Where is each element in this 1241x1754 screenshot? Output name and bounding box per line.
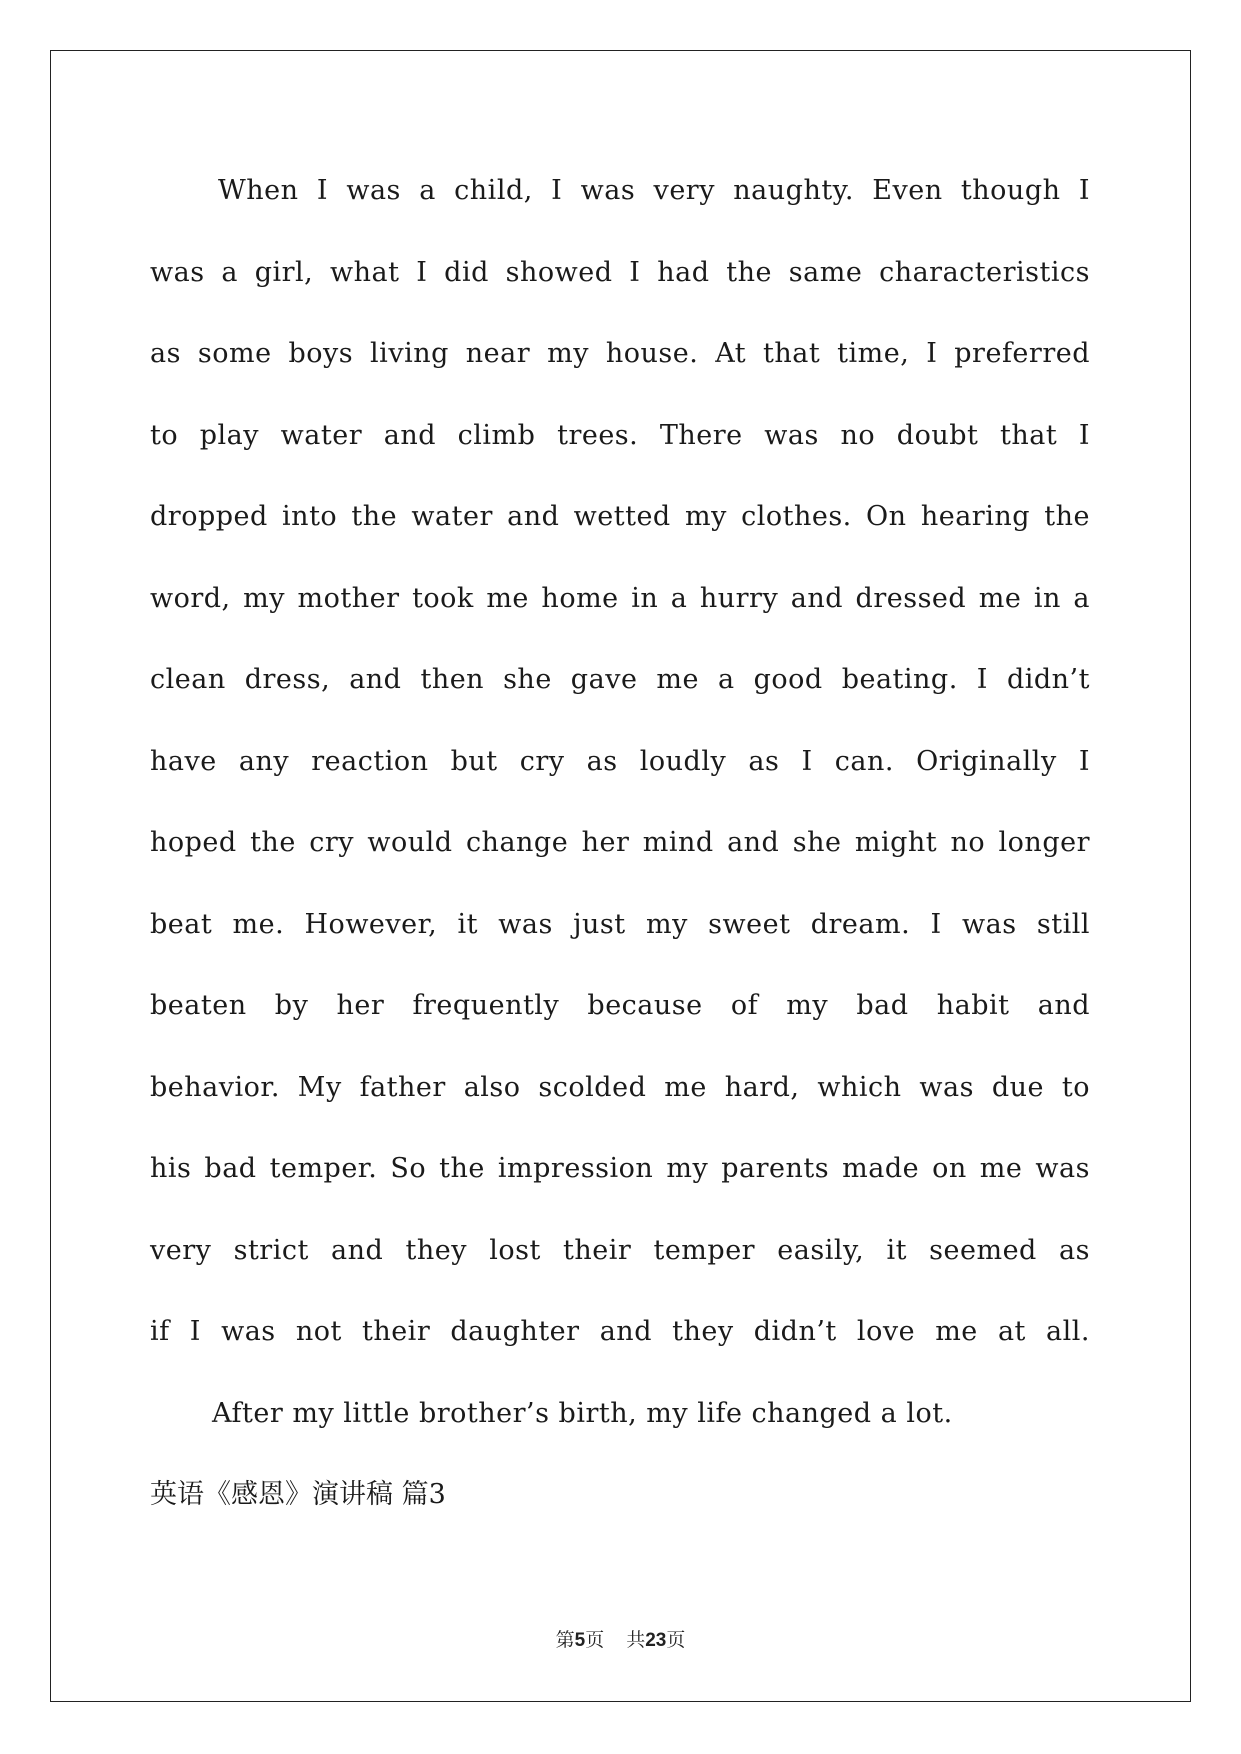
page-prefix: 第 bbox=[555, 1629, 575, 1651]
text-line: if I was not their daughter and they didn’t love me at all. bbox=[150, 1316, 1090, 1347]
text-line: to play water and climb trees. There was no doubt that I bbox=[150, 419, 1090, 451]
page-number: 5 bbox=[574, 1630, 586, 1651]
text-line: very strict and they lost their temper easily, it seemed as bbox=[150, 1234, 1090, 1266]
text-line: clean dress, and then she gave me a good beating. I didn’t bbox=[150, 664, 1090, 695]
section-heading: 英语《感恩》演讲稿 篇3 bbox=[150, 1479, 446, 1510]
document-body bbox=[150, 150, 1090, 1536]
text-line: When I was a child, I was very naughty. Even though I bbox=[218, 175, 1090, 206]
text-line: beaten by her frequently because of my bad habit and bbox=[150, 990, 1090, 1021]
total-prefix: 共 bbox=[626, 1629, 646, 1651]
text-line: as some boys living near my house. At that time, I preferred bbox=[150, 338, 1090, 369]
text-line: word, my mother took me home in a hurry and dressed me in a bbox=[150, 582, 1090, 614]
text-line: have any reaction but cry as loudly as I can. Originally I bbox=[150, 745, 1090, 777]
page-footer bbox=[0, 1625, 1241, 1652]
text-line: dropped into the water and wetted my clothes. On hearing the bbox=[150, 501, 1090, 532]
total-suffix: 页 bbox=[666, 1629, 686, 1651]
text-line: behavior. My father also scolded me hard, which was due to bbox=[150, 1071, 1090, 1103]
paragraph-2: After my little brother’s birth, my life changed a lot. bbox=[212, 1397, 953, 1429]
total-pages: 23 bbox=[645, 1630, 667, 1651]
page-suffix: 页 bbox=[585, 1629, 605, 1651]
text-line: his bad temper. So the impression my parents made on me was bbox=[150, 1153, 1090, 1184]
text-line: hoped the cry would change her mind and she might no longer bbox=[150, 827, 1090, 858]
text-line: was a girl, what I did showed I had the same characteristics bbox=[150, 256, 1090, 288]
paragraph-1 bbox=[150, 150, 1090, 1373]
text-line: beat me. However, it was just my sweet dream. I was still bbox=[150, 908, 1090, 940]
